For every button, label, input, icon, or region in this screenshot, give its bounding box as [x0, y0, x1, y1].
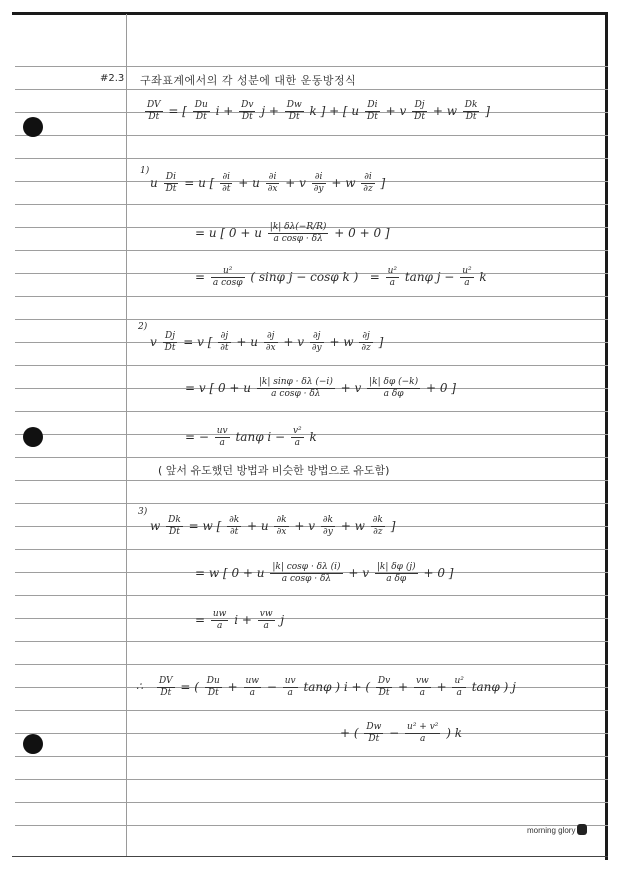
binder-hole-3	[23, 734, 43, 754]
ruled-line	[15, 135, 608, 136]
equation-sum-line2	[340, 722, 462, 745]
eq-token: −	[389, 726, 400, 740]
eq-token: uw	[212, 609, 227, 619]
eq-token: ]	[378, 335, 384, 349]
eq-token: k	[309, 430, 317, 444]
ruled-line	[15, 595, 608, 596]
eq-token: i +	[215, 104, 234, 118]
ruled-line	[15, 319, 608, 320]
eq-token: ∂y	[313, 184, 324, 194]
brand-logo-icon	[577, 824, 587, 835]
eq-token: |k| sinφ · δλ (−i)	[258, 377, 333, 387]
eq-token: a	[294, 438, 300, 448]
ruled-line	[15, 480, 608, 481]
eq-token: = w [	[188, 519, 222, 533]
eq-token: tanφ j −	[404, 270, 455, 284]
eq-token: tanφ ) i + (	[303, 680, 371, 694]
ruled-line	[15, 641, 608, 642]
eq-token: Dt	[160, 688, 172, 698]
eq-token: =	[195, 270, 206, 284]
eq-token: uw	[245, 676, 260, 686]
eq-token: k ] + [ u	[309, 104, 360, 118]
eq-token: ∂j	[359, 331, 372, 343]
page-bottom-edge	[12, 856, 608, 857]
ruled-line	[15, 618, 608, 619]
eq-token: u² + v²	[407, 722, 439, 732]
eq-token: ∂k	[322, 515, 333, 525]
eq-token: Dt	[414, 112, 425, 122]
eq-token: u²	[387, 266, 398, 276]
eq-token: +	[436, 680, 447, 694]
eq-token: |k| δφ (j)	[376, 562, 416, 572]
equation-sum-line1	[155, 676, 516, 699]
equation-p1-line2	[195, 222, 390, 245]
equation-p3-line3	[195, 609, 284, 632]
eq-token: w	[150, 519, 161, 533]
ruled-line	[15, 457, 608, 458]
ruled-line	[15, 802, 608, 803]
eq-token: Dw	[366, 722, 382, 732]
eq-token: = v [ 0 + u	[185, 381, 252, 395]
eq-token: = [	[168, 104, 187, 118]
eq-token: a	[216, 621, 223, 631]
ruled-line	[15, 756, 608, 757]
eq-token: + (	[340, 726, 359, 740]
ruled-line	[15, 411, 608, 412]
equation-p2-line3	[185, 426, 317, 449]
eq-token: DV	[159, 676, 173, 686]
eq-token: Du	[206, 676, 220, 686]
eq-token: a	[219, 438, 225, 448]
eq-token: uv	[284, 676, 296, 686]
eq-token: ∂z	[361, 343, 371, 353]
ruled-line	[15, 296, 608, 297]
eq-token: ∂t	[229, 527, 239, 537]
eq-token: + 0 ]	[425, 381, 456, 395]
eq-token: + w	[329, 335, 354, 349]
eq-token: ∂i	[361, 172, 374, 184]
eq-token: ∂i	[312, 172, 326, 184]
eq-token: a cosφ	[212, 278, 243, 288]
eq-token: ∂k	[372, 515, 383, 525]
eq-token: a cosφ · δλ	[281, 574, 332, 584]
eq-token: a	[287, 688, 293, 698]
eq-token: ∂x	[265, 343, 276, 353]
eq-token: u²	[211, 266, 245, 278]
eq-token: a δφ	[383, 389, 404, 399]
eq-token: Dk	[464, 100, 478, 110]
eq-token: + u	[247, 519, 269, 533]
eq-token: k	[479, 270, 487, 284]
eq-token: = v [	[183, 335, 213, 349]
eq-token: u²	[454, 676, 464, 686]
eq-token: = (	[180, 680, 199, 694]
eq-token: = w [ 0 + u	[195, 566, 265, 580]
eq-token: vw	[259, 609, 273, 619]
derivation-note: ( 앞서 유도했던 방법과 비슷한 방법으로 유도함)	[158, 464, 390, 477]
part-marker-2: 2)	[138, 322, 148, 332]
eq-token: Dt	[288, 112, 300, 122]
eq-token: a	[249, 688, 255, 698]
eq-token: +	[227, 680, 238, 694]
eq-token: + v	[283, 335, 305, 349]
eq-token: v	[150, 335, 157, 349]
eq-token: a	[419, 688, 426, 698]
brand-label: morning glory	[527, 826, 576, 835]
ruled-line	[15, 825, 608, 826]
eq-token: vw	[415, 676, 429, 686]
ruled-line	[15, 733, 608, 734]
eq-token: + w	[331, 176, 356, 190]
eq-token: ∂y	[323, 527, 333, 537]
eq-token: + u	[236, 335, 258, 349]
eq-token: a	[263, 621, 269, 631]
eq-token: a cosφ · δλ	[273, 234, 323, 244]
ruled-line	[15, 158, 608, 159]
ruled-line	[15, 549, 608, 550]
eq-token: −	[266, 680, 277, 694]
eq-token: a	[464, 278, 470, 288]
eq-token: ∂y	[311, 343, 322, 353]
equation-p1-line3	[195, 266, 487, 289]
binder-hole-2	[23, 427, 43, 447]
eq-token: +	[398, 680, 409, 694]
eq-token: + v	[348, 566, 370, 580]
eq-token: = u [	[184, 176, 215, 190]
ruled-line	[15, 365, 608, 366]
eq-token: ∂z	[363, 184, 373, 194]
eq-token: Dt	[465, 112, 477, 122]
eq-token: + w	[340, 519, 365, 533]
eq-token: Dt	[164, 343, 176, 353]
eq-token: tanφ ) j	[471, 680, 516, 694]
equation-p3-line1	[150, 515, 395, 538]
eq-token: + v	[385, 104, 407, 118]
equation-main	[143, 100, 490, 123]
eq-token: ) k	[446, 726, 462, 740]
eq-token: ∂i	[220, 172, 232, 184]
eq-token: ∂z	[373, 527, 383, 537]
eq-token: Dv	[377, 676, 391, 686]
eq-token: Di	[365, 100, 380, 112]
eq-token: ∂x	[267, 184, 278, 194]
eq-token: i +	[234, 613, 252, 627]
eq-token: Dt	[368, 734, 380, 744]
ruled-line	[15, 250, 608, 251]
eq-token: ]	[485, 104, 490, 118]
eq-token: ∂j	[218, 331, 230, 343]
eq-token: ∂t	[222, 184, 231, 194]
margin-line	[126, 14, 127, 856]
eq-token: a	[456, 688, 462, 698]
eq-token: j	[280, 613, 285, 627]
eq-token: ]	[390, 519, 396, 533]
equation-p2-line2	[185, 377, 456, 400]
eq-token: = u [ 0 + u	[195, 226, 262, 240]
eq-token: a δφ	[386, 574, 407, 584]
eq-token: ∂j	[310, 331, 324, 343]
therefore-marker: ∴	[136, 680, 143, 693]
eq-token: + v	[294, 519, 316, 533]
eq-token: Dt	[148, 112, 160, 122]
eq-token: + v	[285, 176, 306, 190]
eq-token: + 0 ]	[423, 566, 454, 580]
eq-token: Dv	[241, 100, 254, 110]
eq-token: Dt	[207, 688, 219, 698]
problem-number: #2.3	[100, 73, 125, 84]
eq-token: v²	[292, 426, 302, 436]
eq-token: Dk	[168, 515, 181, 525]
ruled-line	[15, 710, 608, 711]
eq-token: Dw	[286, 100, 302, 110]
eq-token: =	[369, 270, 380, 284]
ruled-line	[15, 664, 608, 665]
eq-token: + v	[340, 381, 362, 395]
eq-token: Dt	[165, 184, 177, 194]
eq-token: a	[420, 734, 426, 744]
eq-token: + 0 + 0 ]	[334, 226, 390, 240]
part-marker-1: 1)	[140, 166, 150, 176]
eq-token: Dt	[367, 112, 378, 122]
eq-token: u	[150, 176, 158, 190]
eq-token: u²	[462, 266, 472, 276]
part-marker-3: 3)	[138, 507, 148, 517]
eq-token: ∂k	[229, 515, 240, 525]
eq-token: ]	[380, 176, 386, 190]
ruled-line	[15, 503, 608, 504]
problem-title: 구좌표계에서의 각 성분에 대한 운동방정식	[140, 74, 357, 87]
eq-token: = −	[185, 430, 209, 444]
eq-token: ∂x	[276, 527, 287, 537]
eq-token: Dt	[169, 527, 180, 537]
eq-token: ∂i	[266, 172, 280, 184]
eq-token: a	[389, 278, 395, 288]
eq-token: |k| δφ (−k)	[369, 377, 419, 387]
eq-token: ∂k	[276, 515, 287, 525]
eq-token: j +	[261, 104, 279, 118]
eq-token: uv	[216, 426, 228, 436]
eq-token: DV	[147, 100, 161, 110]
eq-token: Du	[194, 100, 208, 110]
eq-token: tanφ i −	[235, 430, 286, 444]
eq-token: |k| cosφ · δλ (i)	[272, 562, 341, 572]
eq-token: + u	[238, 176, 260, 190]
eq-token: ∂j	[264, 331, 278, 343]
eq-token: ( sinφ j − cosφ k )	[250, 270, 359, 284]
eq-token: Dt	[378, 688, 390, 698]
equation-p1-line1	[150, 172, 385, 195]
ruled-line	[15, 89, 608, 90]
binder-hole-1	[23, 117, 43, 137]
ruled-line	[15, 66, 608, 67]
ruled-line	[15, 779, 608, 780]
eq-token: a cosφ · δλ	[271, 389, 321, 399]
ruled-line	[15, 204, 608, 205]
equation-p2-line1	[150, 331, 383, 354]
eq-token: =	[195, 613, 206, 627]
equation-p3-line2	[195, 562, 453, 585]
eq-token: + w	[432, 104, 457, 118]
eq-token: |k| δλ(−R/R)	[269, 222, 327, 232]
eq-token: Di	[164, 172, 179, 184]
eq-token: Dt	[195, 112, 207, 122]
eq-token: Dt	[241, 112, 253, 122]
eq-token: ∂t	[220, 343, 229, 353]
eq-token: Dj	[163, 331, 178, 343]
eq-token: Dj	[412, 100, 427, 112]
